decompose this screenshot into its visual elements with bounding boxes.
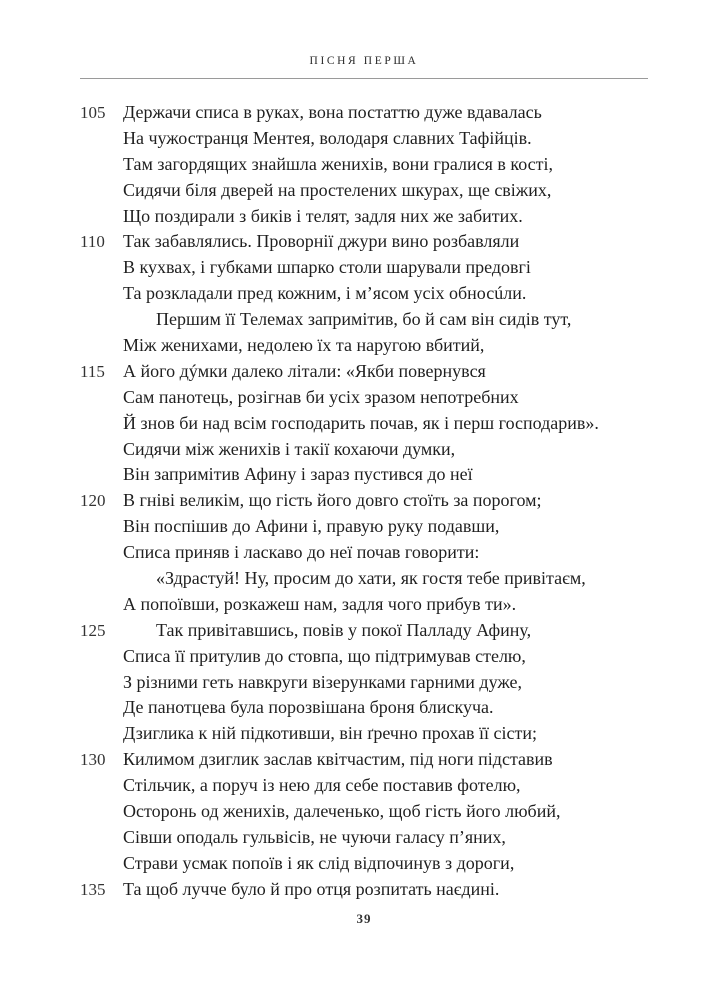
poem-line [0,488,728,514]
line-number: 135 [80,879,106,899]
poem-line [0,126,728,152]
verse-text: Та розкладали пред кожним, і м’ясом усіх обносúли. [123,283,527,304]
poem-line [0,178,728,204]
running-title: ПІСНЯ ПЕРША [309,55,419,67]
poem-line [0,618,728,644]
verse-text: Осторонь од женихів, далеченько, щоб гість його любий, [123,801,561,822]
poem-line [0,462,728,488]
poem-line [0,281,728,307]
verse-text: Держачи списа в руках, вона постаттю дуже вдавалась [123,102,542,122]
verse-text: Страви усмак попоїв і як слід відпочинув з дороги, [123,852,515,873]
verse-text: Так забавлялись. Проворнії джури вино розбавляли [123,231,520,252]
poem-line [0,825,728,851]
verse-text: Сівши оподаль гульвісів, не чуючи галасу п’яних, [123,826,506,847]
line-number: 125 [80,620,106,640]
poem-line [0,877,728,903]
verse-text: На чужостранця Ментея, володаря славних Тафійців. [123,127,532,148]
verse-text: Сидячи біля дверей на простелених шкурах, ще свіжих, [123,179,552,200]
verse-text: З різними геть навкруги візерунками гарними дуже, [123,671,523,692]
verse-text: Де панотцева була порозвішана броня блискуча. [123,697,494,718]
verse-text: В кухвах, і губками шпарко столи шарували предовгі [123,257,531,278]
verse-text: Сам панотець, розігнав би усіх зразом непотребних [123,386,519,407]
line-number: 120 [80,491,106,511]
poem-line [0,359,728,385]
verse-text: «Здрастуй! Ну, просим до хати, як гостя тебе привітаєм, [156,568,586,589]
poem-line [0,670,728,696]
poem-line [0,437,728,463]
verse-text: Між женихами, недолею їх та наругою вбитий, [123,335,485,356]
poem-text [0,100,728,903]
verse-text: Що поздирали з биків і телят, задля них же забитих. [123,205,523,226]
line-number: 110 [80,232,105,252]
header-rule [80,78,648,79]
verse-text: Дзиглика к ній підкотивши, він ґречно прохав її сісти; [123,723,537,744]
verse-text: Він запримітив Афину і зараз пустився до неї [123,464,473,485]
poem-line [0,695,728,721]
poem-line [0,514,728,540]
poem-line [0,592,728,618]
verse-text: Й знов би над всім господарить почав, як і перш господарив». [123,412,599,433]
poem-line [0,229,728,255]
poem-line [0,721,728,747]
verse-text: Там загордящих знайшла женихів, вони гралися в кості, [123,153,553,174]
page-number: 39 [356,911,372,926]
verse-text: В гніві великім, що гість його довго стоїть за порогом; [123,490,542,511]
line-number: 105 [80,103,106,122]
line-number: 130 [80,750,106,770]
poem-line [0,152,728,178]
poem-line [0,566,728,592]
line-number: 115 [80,361,105,381]
poem-line [0,799,728,825]
poem-line [0,411,728,437]
verse-text: Він поспішив до Афини і, правую руку подавши, [123,516,500,537]
verse-text: Килимом дзиглик заслав квітчастим, під ноги підставив [123,749,553,770]
verse-text: А його дýмки далеко літали: «Якби повернувся [123,360,486,381]
verse-text: Сидячи між женихів і такії кохаючи думки, [123,438,456,459]
poem-line [0,773,728,799]
poem-line [0,100,728,126]
poem-line [0,255,728,281]
poem-line [0,540,728,566]
verse-text: Списа її притулив до стовпа, що підтримував стелю, [123,645,526,666]
poem-line [0,644,728,670]
verse-text: Першим її Телемах запримітив, бо й сам він сидів тут, [156,309,572,330]
poem-line [0,333,728,359]
verse-text: А попоївши, розкажеш нам, задля чого прибув ти». [123,593,517,614]
poem-line [0,204,728,230]
poem-line [0,307,728,333]
poem-line [0,385,728,411]
poem-line [0,747,728,773]
verse-text: Та щоб лучче було й про отця розпитать наєдині. [123,878,500,899]
verse-text: Стільчик, а поруч із нею для себе поставив фотелю, [123,775,521,796]
verse-text: Списа приняв і ласкаво до неї почав говорити: [123,542,480,563]
verse-text: Так привітавшись, повів у покої Палладу Афину, [156,619,532,640]
poem-line [0,851,728,877]
